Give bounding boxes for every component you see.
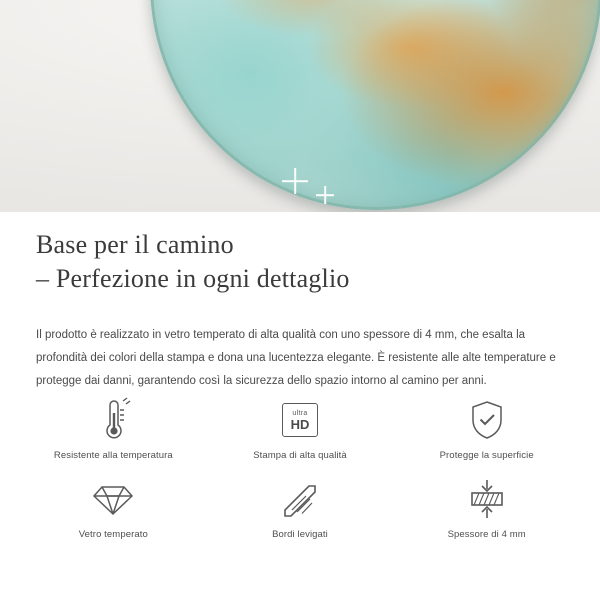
feature-item <box>207 396 394 461</box>
feature-label: Vetro temperato <box>78 529 148 540</box>
shield-check-icon <box>467 396 507 444</box>
feature-item <box>20 396 207 461</box>
thermometer-icon <box>93 396 133 444</box>
feature-label: Resistente alla temperatura <box>53 450 173 461</box>
ultra-badge-text: ultra <box>292 409 308 417</box>
feature-label: Protegge la superficie <box>439 450 534 461</box>
description-paragraph: Il prodotto è realizzato in vetro temperato di alta qualità con uno spessore di 4 mm, che esalta la profondità dei colori della stampa e dona una lucentezza elegante. È resistente alle alte temperature e protegge dai danni, garantendo così la sicurezza dello spazio intorno al camino per anni. <box>36 328 556 387</box>
feature-grid <box>20 396 580 540</box>
feature-item <box>393 475 580 540</box>
feature-label: Bordi levigati <box>272 529 328 540</box>
diamond-icon <box>91 475 135 523</box>
feature-item <box>20 475 207 540</box>
polished-edges-icon <box>279 475 321 523</box>
ultra-hd-icon <box>282 396 318 444</box>
feature-label: Stampa di alta qualità <box>253 450 347 461</box>
hd-badge-text: HD <box>290 416 310 432</box>
headline-line-2: – Perfezione in ogni dettaglio <box>36 264 350 294</box>
hero-image <box>0 0 600 212</box>
page-title <box>36 228 576 297</box>
feature-label: Spessore di 4 mm <box>447 529 526 540</box>
headline-line-1: Base per il camino <box>36 230 234 259</box>
feature-item <box>207 475 394 540</box>
feature-item <box>393 396 580 461</box>
thickness-icon <box>465 475 509 523</box>
